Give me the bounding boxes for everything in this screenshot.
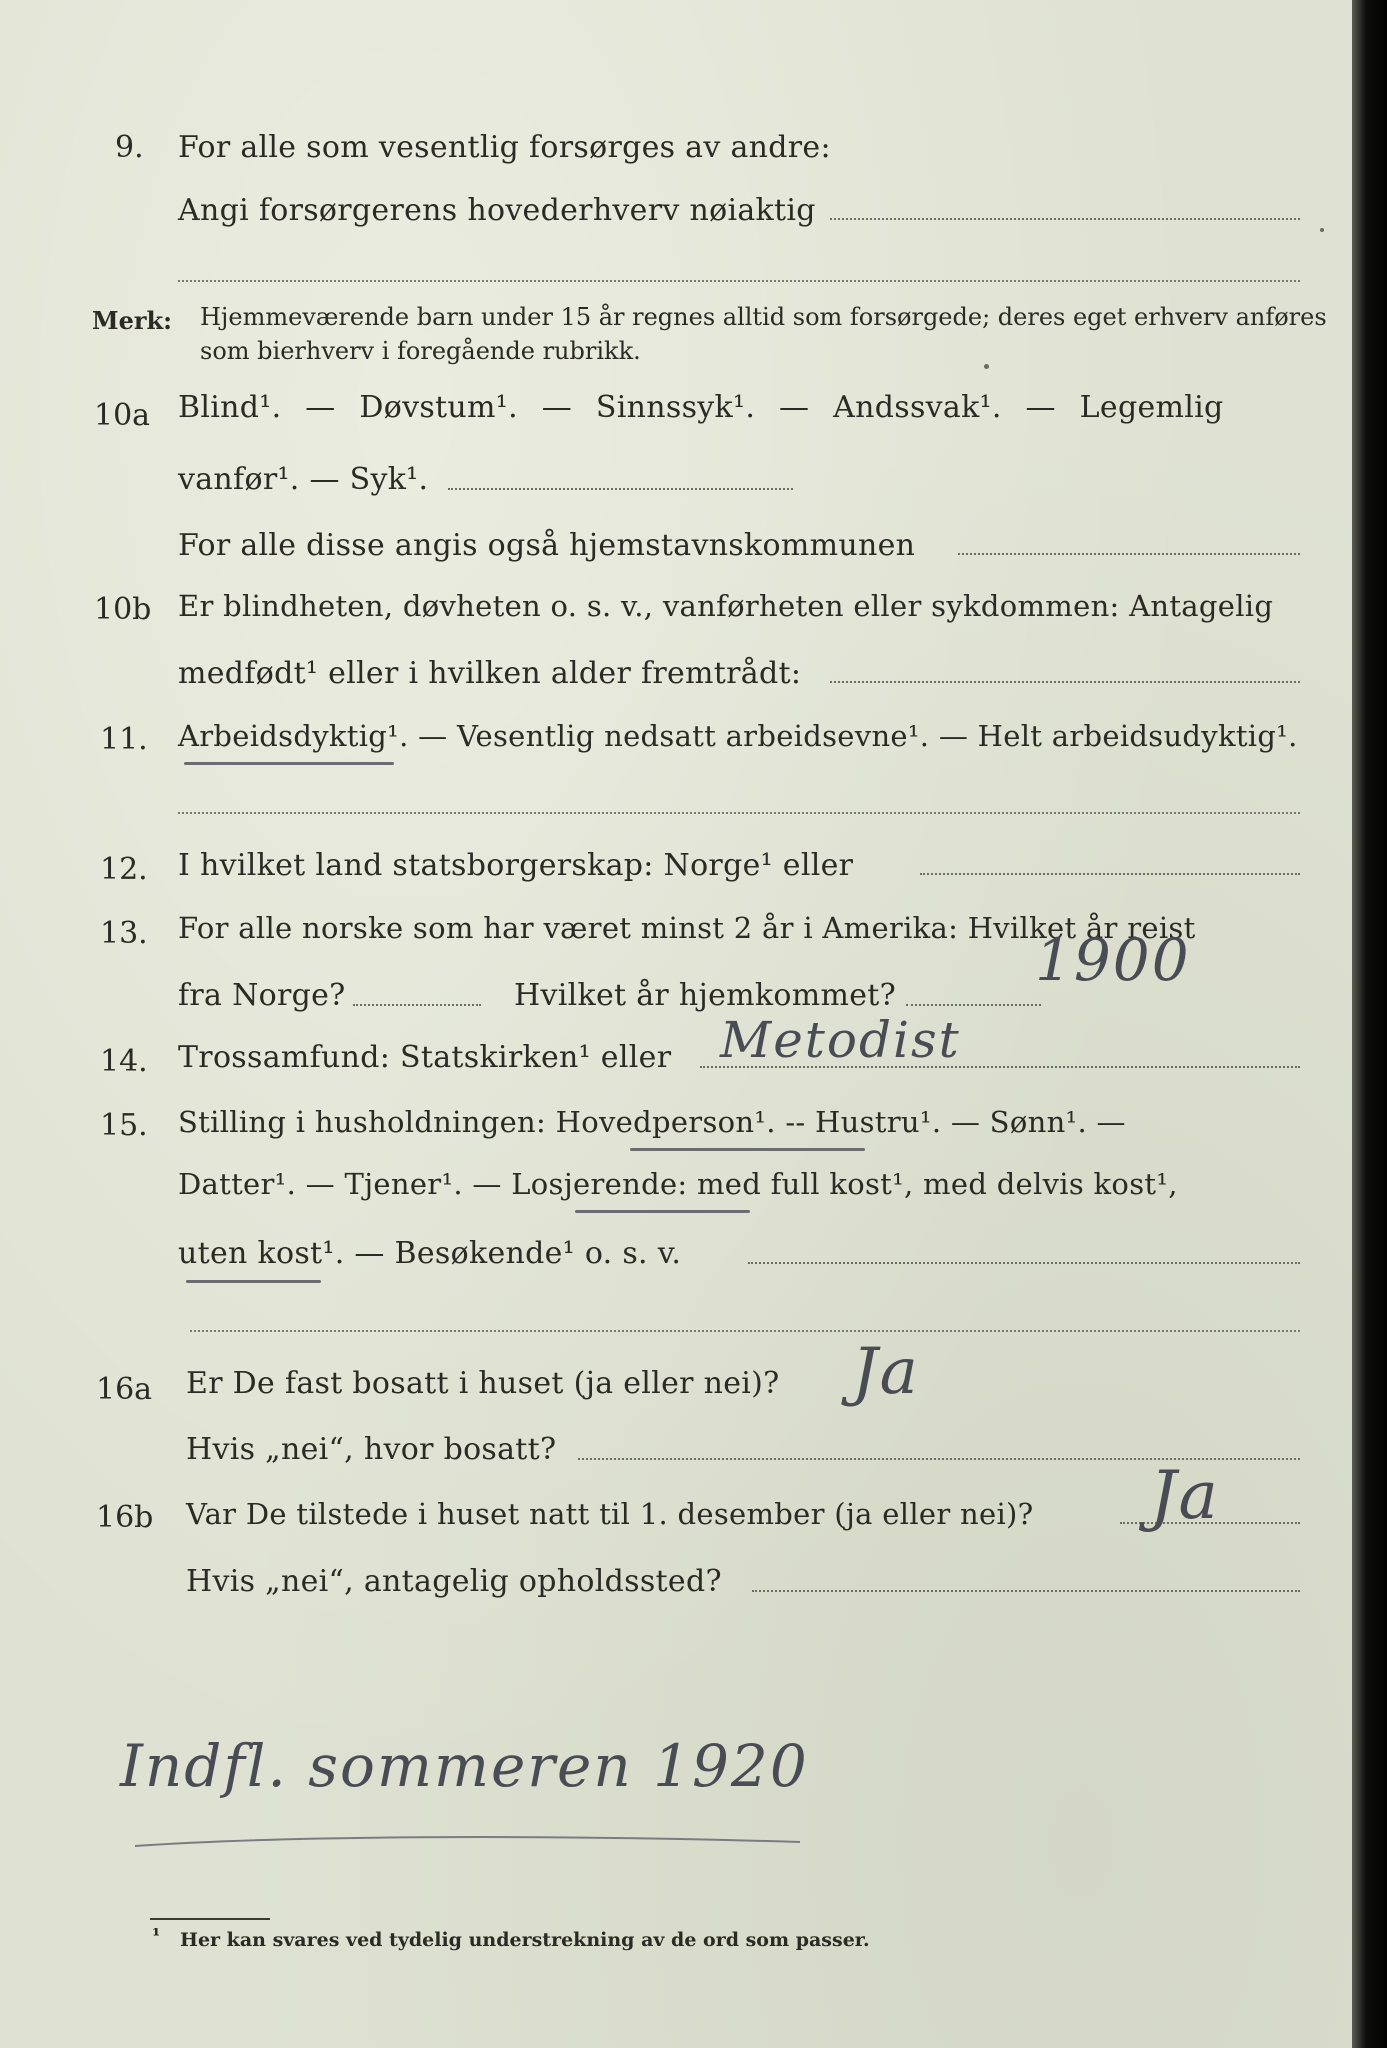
question-15-line-2: Datter¹. — Tjener¹. — Losjerende: med full kost¹, med delvis kost¹, (178, 1167, 1178, 1201)
question-16b-opholdssted-line[interactable] (752, 1590, 1300, 1592)
question-16a-line-1: Er De fast bosatt i huset (ja eller nei)? (186, 1366, 780, 1401)
question-9-line-2: Angi forsørgerens hovederhverv nøiaktig (178, 193, 816, 228)
handwritten-note: Indfl. sommeren 1920 (120, 1732, 809, 1800)
question-10a-answer-line[interactable] (448, 488, 793, 490)
question-9-answer-line-2[interactable] (178, 280, 1300, 282)
question-12-number: 12. (100, 852, 148, 887)
uten-kost-underline (186, 1280, 321, 1283)
question-15-line-1: Stilling i husholdningen: Hovedperson¹. -- Hustru¹. — Sønn¹. — (178, 1105, 1126, 1139)
question-10a-line-2: vanfør¹. — Syk¹. (178, 462, 429, 497)
handwritten-note-underline (130, 1828, 810, 1858)
question-10b-line-2: medfødt¹ eller i hvilken alder fremtrådt: (178, 656, 802, 691)
question-15-answer-line[interactable] (748, 1262, 1300, 1264)
footnote-marker: ¹ (152, 1925, 161, 1947)
question-10a-number: 10a (94, 398, 151, 433)
question-9-answer-line[interactable] (830, 218, 1300, 220)
question-13-number: 13. (100, 916, 148, 951)
question-16b-answer: Ja (1150, 1457, 1220, 1534)
question-9-line-1: For alle som vesentlig forsørges av andre: (178, 130, 831, 165)
merk-text: Hjemmeværende barn under 15 år regnes alltid som forsørgede; deres eget erhverv anføres som bierhverv i foregående rubrikk. (200, 303, 1327, 365)
arbeidsdyktig-underline (184, 762, 394, 765)
merk-label: Merk: (92, 306, 172, 335)
question-13-line-2b: Hvilket år hjemkommet? (514, 978, 897, 1013)
question-15-rule (190, 1330, 1300, 1332)
question-13-hjemkommet-line[interactable] (906, 1004, 1041, 1006)
question-11-rule (178, 812, 1300, 814)
footnote-rule (150, 1918, 270, 1920)
question-15-number: 15. (100, 1108, 148, 1143)
question-15-line-3: uten kost¹. — Besøkende¹ o. s. v. (178, 1236, 682, 1271)
losjerende-underline (575, 1210, 750, 1213)
question-16a-number: 16a (96, 1372, 153, 1407)
question-9-number: 9. (115, 130, 144, 165)
question-13-answer-1900: 1900 (1035, 926, 1191, 994)
question-14-answer-metodist: Metodist (720, 1011, 961, 1069)
question-10a-line-3: For alle disse angis også hjemstavnskommunen (178, 528, 916, 563)
question-10a-line-1: Blind¹. — Døvstum¹. — Sinnssyk¹. — Andssvak¹. — Legemlig (178, 390, 1224, 425)
question-14-line-1: Trossamfund: Statskirken¹ eller (178, 1040, 672, 1075)
question-16b-line-2: Hvis „nei“, antagelig opholdssted? (186, 1564, 722, 1599)
question-11-number: 11. (100, 722, 148, 757)
question-12-line-1: I hvilket land statsborgerskap: Norge¹ eller (178, 848, 854, 883)
question-13-reist-line[interactable] (353, 1004, 481, 1006)
stray-dot (984, 364, 989, 369)
question-10b-number: 10b (94, 592, 152, 627)
question-11-line-1: Arbeidsdyktig¹. — Vesentlig nedsatt arbeidsevne¹. — Helt arbeidsudyktig¹. (178, 719, 1298, 753)
footnote-text: Her kan svares ved tydelig understrekning av de ord som passer. (180, 1929, 870, 1951)
question-13-line-2a: fra Norge? (178, 978, 346, 1013)
question-16a-line-2: Hvis „nei“, hvor bosatt? (186, 1432, 557, 1467)
question-16a-answer: Ja (852, 1335, 920, 1409)
question-14-number: 14. (100, 1044, 148, 1079)
question-12-answer-line[interactable] (920, 873, 1300, 875)
hovedperson-underline (630, 1148, 865, 1151)
question-10b-answer-line[interactable] (830, 681, 1300, 683)
question-16b-number: 16b (96, 1500, 154, 1535)
question-10b-line-1: Er blindheten, døvheten o. s. v., vanførheten eller sykdommen: Antagelig (178, 589, 1274, 623)
scan-dark-edge (1352, 0, 1387, 2048)
stray-dot (1320, 228, 1324, 232)
question-10a-hjemstavn-line[interactable] (958, 553, 1300, 555)
question-13-line-1: For alle norske som har været minst 2 år i Amerika: Hvilket år reist (178, 911, 1196, 945)
question-16b-line-1: Var De tilstede i huset natt til 1. desember (ja eller nei)? (186, 1497, 1034, 1531)
